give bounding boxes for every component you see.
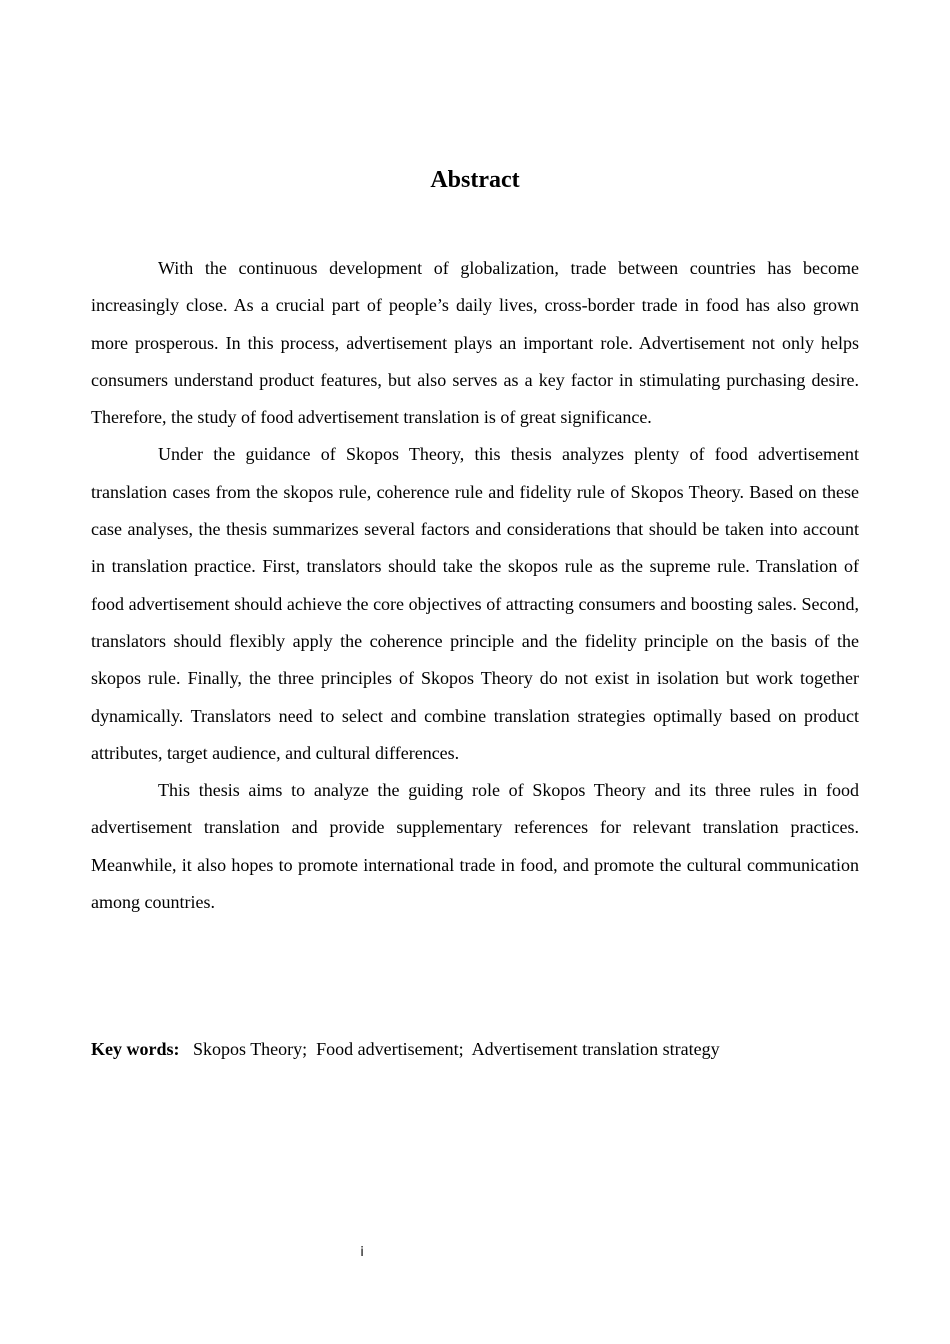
abstract-paragraph-3: This thesis aims to analyze the guiding role of Skopos Theory and its three rules in food advertisement translation and provide supplementary references for relevant translation practices. Meanwhile, it also hopes to promote international trade in food, and promote the cultural communication among countries. [91,780,859,913]
abstract-paragraph-2: Under the guidance of Skopos Theory, this thesis analyzes plenty of food advertisement translation cases from the skopos rule, coherence rule and fidelity rule of Skopos Theory. Based on these case analyses, the thesis summarizes several factors and considerations that should be taken into account in translation practice. First, translators should take the skopos rule as the supreme rule. Translation of food advertisement should achieve the core objectives of attracting consumers and boosting sales. Second, translators should flexibly apply the coherence principle and the fidelity principle on the basis of the skopos rule. Finally, the three principles of Skopos Theory do not exist in isolation but work together dynamically. Translators need to select and combine translation strategies optimally based on product attributes, target audience, and cultural differences. [91,444,859,763]
keyword-item: Advertisement translation strategy [471,1039,720,1059]
keywords-label: Key words: [91,1039,180,1059]
abstract-title: Abstract [430,167,520,193]
abstract-paragraph-1: With the continuous development of globalization, trade between countries has become increasingly close. As a crucial part of people’s daily lives, cross-border trade in food has also grown more prosperous. In this process, advertisement plays an important role. Advertisement not only helps consumers understand product features, but also serves as a key factor in stimulating purchasing desire. Therefore, the study of food advertisement translation is of great significance. [91,258,859,428]
page-number: i [360,1245,364,1260]
keyword-item: Skopos Theory; [193,1039,308,1059]
abstract-body [91,250,859,921]
keywords-line [91,1031,871,1068]
keyword-item: Food advertisement; [316,1039,464,1059]
